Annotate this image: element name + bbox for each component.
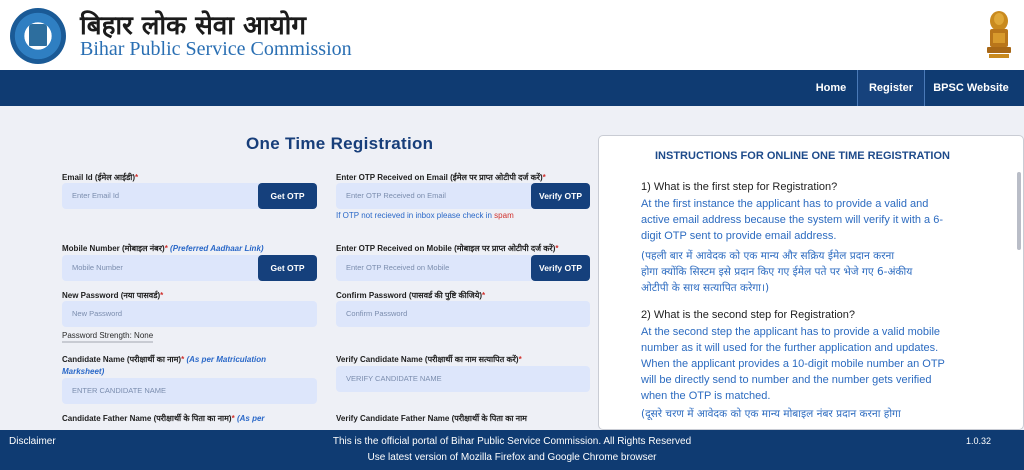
new-password-label: New Password (नया पासवर्ड)*: [62, 291, 164, 300]
site-title-english: Bihar Public Service Commission: [80, 38, 352, 60]
mobile-otp-input[interactable]: Enter OTP Received on Mobile: [336, 255, 534, 281]
form-title: One Time Registration: [246, 134, 434, 153]
nav-home[interactable]: Home: [815, 82, 847, 94]
nav-register[interactable]: Register: [857, 70, 925, 106]
email-otp-input[interactable]: Enter OTP Received on Email: [336, 183, 534, 209]
site-title-hindi: बिहार लोक सेवा आयोग: [80, 11, 307, 41]
email-input[interactable]: Enter Email Id: [62, 183, 262, 209]
answer-2-hindi: (दूसरे चरण में आवेदक को एक मान्य मोबाइल नंबर प्रदान करना होगा: [641, 408, 901, 420]
national-emblem-icon: [983, 9, 1015, 61]
confirm-password-label: Confirm Password (पासवर्ड की पुष्टि कीजिये)*: [336, 291, 486, 300]
question-2: 2) What is the second step for Registration?: [641, 309, 855, 321]
email-get-otp-button[interactable]: Get OTP: [258, 183, 317, 209]
father-name-label: Candidate Father Name (परीक्षार्थी के पिता का नाम)* (As per: [62, 414, 265, 423]
email-label: Email Id (ईमेल आईडी)*: [62, 173, 139, 182]
confirm-password-input[interactable]: Confirm Password: [336, 301, 590, 327]
verify-father-name-label: Verify Candidate Father Name (परीक्षार्थी के पिता का नाम: [336, 414, 527, 423]
verify-candidate-name-label: Verify Candidate Name (परीक्षार्थी का नाम सत्यापित करें)*: [336, 355, 522, 364]
instructions-panel[interactable]: [598, 135, 1024, 430]
password-strength-meter: Password Strength: None: [62, 331, 153, 343]
new-password-input[interactable]: New Password: [62, 301, 317, 327]
mobile-get-otp-button[interactable]: Get OTP: [258, 255, 317, 281]
candidate-name-input[interactable]: ENTER CANDIDATE NAME: [62, 378, 317, 404]
email-verify-otp-button[interactable]: Verify OTP: [531, 183, 590, 209]
footer-browser-note: Use latest version of Mozilla Firefox and Google Chrome browser: [367, 452, 657, 463]
instructions-scrollbar[interactable]: [1017, 172, 1021, 250]
nav-bpsc-website[interactable]: BPSC Website: [933, 82, 1009, 94]
answer-1-hindi: (पहली बार में आवेदक को एक मान्य और सक्रिय ईमेल प्रदान करना होगा क्योंकि सिस्टम इसे प्रदान किए गए ईमेल पते पर भेजे गए 6-अंकीय ओटीपी के साथ सत्यापित करेगा।): [641, 250, 913, 294]
main-nav: [0, 70, 1024, 106]
candidate-name-hint: Marksheet): [62, 367, 105, 376]
question-1: 1) What is the first step for Registration?: [641, 181, 838, 193]
instructions-title: INSTRUCTIONS FOR ONLINE ONE TIME REGISTRATION: [655, 150, 950, 162]
mobile-label: Mobile Number (मोबाइल नंबर)* (Preferred Aadhaar Link): [62, 244, 264, 253]
site-footer: [0, 430, 1024, 470]
mobile-input[interactable]: Mobile Number: [62, 255, 262, 281]
email-otp-label: Enter OTP Received on Email (ईमेल पर प्राप्त ओटीपी दर्ज करें)*: [336, 173, 546, 182]
site-header: [0, 0, 1024, 70]
spam-note: If OTP not recieved in inbox please check in spam: [336, 211, 514, 220]
candidate-name-label: Candidate Name (परीक्षार्थी का नाम)* (As per Matriculation: [62, 355, 267, 364]
version-label: 1.0.32: [966, 436, 992, 446]
mobile-otp-label: Enter OTP Received on Mobile (मोबाइल पर प्राप्त ओटीपी दर्ज करें)*: [336, 244, 559, 253]
answer-2-english: At the second step the applicant has to provide a valid mobile number as it will used for the further application and updates. When the applicant provides a 10-digit mobile number an OTP will be directly send to number and the number gets verified when the OTP is matched.: [641, 326, 945, 402]
verify-candidate-name-input[interactable]: VERIFY CANDIDATE NAME: [336, 366, 590, 392]
answer-1-english: At the first instance the applicant has to provide a valid and active email address because the system will verify it with a 6- digit OTP sent to provide email address.: [641, 198, 944, 242]
mobile-verify-otp-button[interactable]: Verify OTP: [531, 255, 590, 281]
disclaimer-link[interactable]: Disclaimer: [9, 436, 56, 447]
footer-copyright: This is the official portal of Bihar Public Service Commission. All Rights Reserved: [332, 436, 692, 447]
bpsc-logo-icon[interactable]: [10, 8, 66, 64]
